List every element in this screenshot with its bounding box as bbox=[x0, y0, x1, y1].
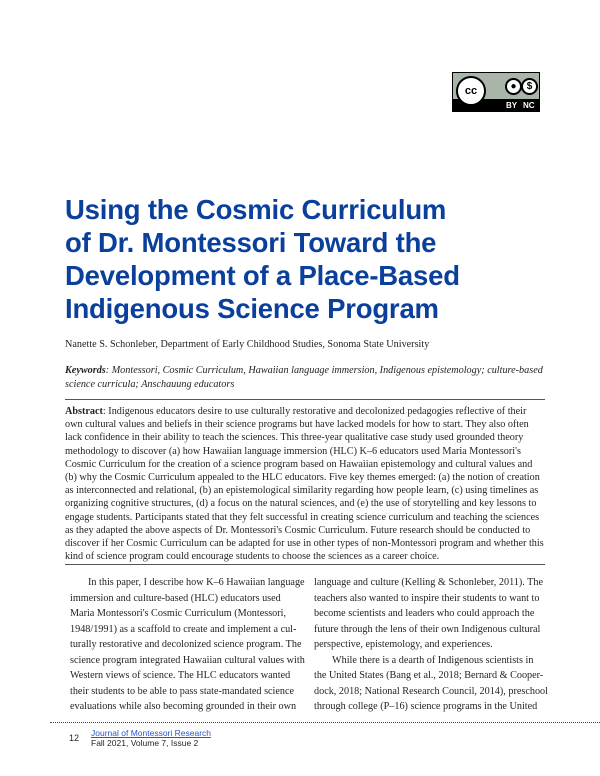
footer-dotted-rule bbox=[50, 722, 600, 723]
body-line: Western views of science. The HLC educators wanted bbox=[70, 670, 291, 681]
abstract-top-rule bbox=[65, 399, 545, 400]
keywords-text: : Montessori, Cosmic Curriculum, Hawaiian language immersion, Indigenous epistemology; culture-based science curricula; Anschauung educators bbox=[65, 365, 543, 390]
body-line: future through the lens of their own Indigenous cultural bbox=[314, 623, 541, 635]
abstract-line: kind of science program could encourage students to choose the sciences as a career choice. bbox=[65, 551, 440, 563]
cc-license-badge bbox=[452, 72, 540, 112]
body-line: Maria Montessori's Cosmic Curriculum (Montessori, bbox=[70, 608, 287, 619]
article-title bbox=[65, 193, 535, 325]
body-line: through college (P–16) science programs in the United bbox=[314, 701, 538, 712]
abstract-bottom-rule bbox=[65, 564, 545, 565]
title-line: of Dr. Montessori Toward the bbox=[65, 227, 437, 258]
nc-label: NC bbox=[523, 101, 535, 110]
body-column-left bbox=[70, 575, 310, 715]
body-line: In this paper, I describe how K–6 Hawaiian language bbox=[88, 577, 305, 588]
body-line: perspective, epistemology, and experiences. bbox=[314, 639, 493, 650]
abstract-line: lack confidence in their ability to teach the sciences. This three-year qualitative case study used grounded theory bbox=[65, 432, 524, 444]
body-line: 1948/1991) as a scaffold to create and implement a cul- bbox=[70, 623, 297, 635]
page-number: 12 bbox=[69, 733, 80, 743]
abstract-line: engage students. Participants stated that they felt successful in creating science curriculum and teaching the sciences bbox=[65, 511, 540, 523]
journal-issue: Fall 2021, Volume 7, Issue 2 bbox=[91, 738, 199, 748]
body-line: turally restorative and decolonized science program. The bbox=[70, 639, 302, 650]
abstract-line: methodology to discover (a) how Hawaiian language immersion (HLC) K–6 educators used Maria Montessori's bbox=[65, 445, 521, 457]
abstract-line: Abstract: Indigenous educators desire to use culturally restorative and decolonized pedagogies reflective of their bbox=[65, 406, 527, 417]
abstract-line: Cosmic Curriculum for the creation of a science program based on Hawaiian epistemology and cultural values and bbox=[65, 458, 533, 470]
abstract-line: organizing cognitive structures, (d) a focus on the natural sciences, and (e) the use of storytelling and key lessons to bbox=[65, 498, 537, 510]
abstract-line: as interconnected and relational, (b) an epistemological similarity regarding how people learn, (c) using timelines as bbox=[65, 485, 539, 497]
body-column-right bbox=[314, 575, 554, 715]
body-line: dock, 2018; National Research Council, 2014), preschool bbox=[314, 685, 548, 697]
body-line: become scientists and leaders who could approach the bbox=[314, 608, 535, 619]
keywords-label: Keywords bbox=[65, 365, 106, 376]
body-line: language and culture (Kelling & Schonleber, 2011). The bbox=[314, 577, 544, 588]
abstract-label: Abstract bbox=[65, 406, 103, 417]
title-line: Development of a Place-Based bbox=[65, 260, 460, 291]
title-line: Indigenous Science Program bbox=[65, 293, 439, 324]
abstract-line: discover if her Cosmic Curriculum can be adapted for use in other types of non-Montessori program and whether this bbox=[65, 538, 544, 550]
abstract-line: (b) why the Cosmic Curriculum appealed to the HLC educators. Five key themes emerged: (a) the notion of creation bbox=[65, 472, 540, 484]
title-line: Using the Cosmic Curriculum bbox=[65, 194, 447, 225]
abstract-line: own cultural values and beliefs in their science programs but have lacked models for how to start. They also often bbox=[65, 419, 529, 431]
body-line: science program integrated Hawaiian cultural values with bbox=[70, 654, 305, 666]
body-line: While there is a dearth of Indigenous scientists in bbox=[332, 654, 534, 666]
journal-link[interactable]: Journal of Montessori Research bbox=[91, 728, 212, 738]
body-line: evaluations while also becoming grounded in their own bbox=[70, 701, 297, 712]
abstract bbox=[65, 405, 549, 563]
body-line: their students to be able to pass state-mandated science bbox=[70, 685, 295, 697]
attribution-person-icon: ● bbox=[505, 78, 522, 95]
by-label: BY bbox=[506, 101, 518, 110]
body-line: immersion and culture-based (HLC) educators used bbox=[70, 592, 281, 604]
body-line: the United States (Bang et al., 2018; Bernard & Cooper- bbox=[314, 670, 544, 681]
abstract-line: as they adapted the above aspects of Dr. Montessori's Cosmic Curriculum. Future research should be conducted to bbox=[65, 524, 531, 536]
keywords bbox=[65, 364, 545, 391]
cc-icon: cc bbox=[456, 76, 486, 106]
noncommercial-dollar-icon: $ bbox=[521, 78, 538, 95]
author-affiliation: Nanette S. Schonleber, Department of Early Childhood Studies, Sonoma State University bbox=[65, 339, 430, 350]
body-line: teachers also wanted to inspire their students to want to bbox=[314, 592, 540, 604]
